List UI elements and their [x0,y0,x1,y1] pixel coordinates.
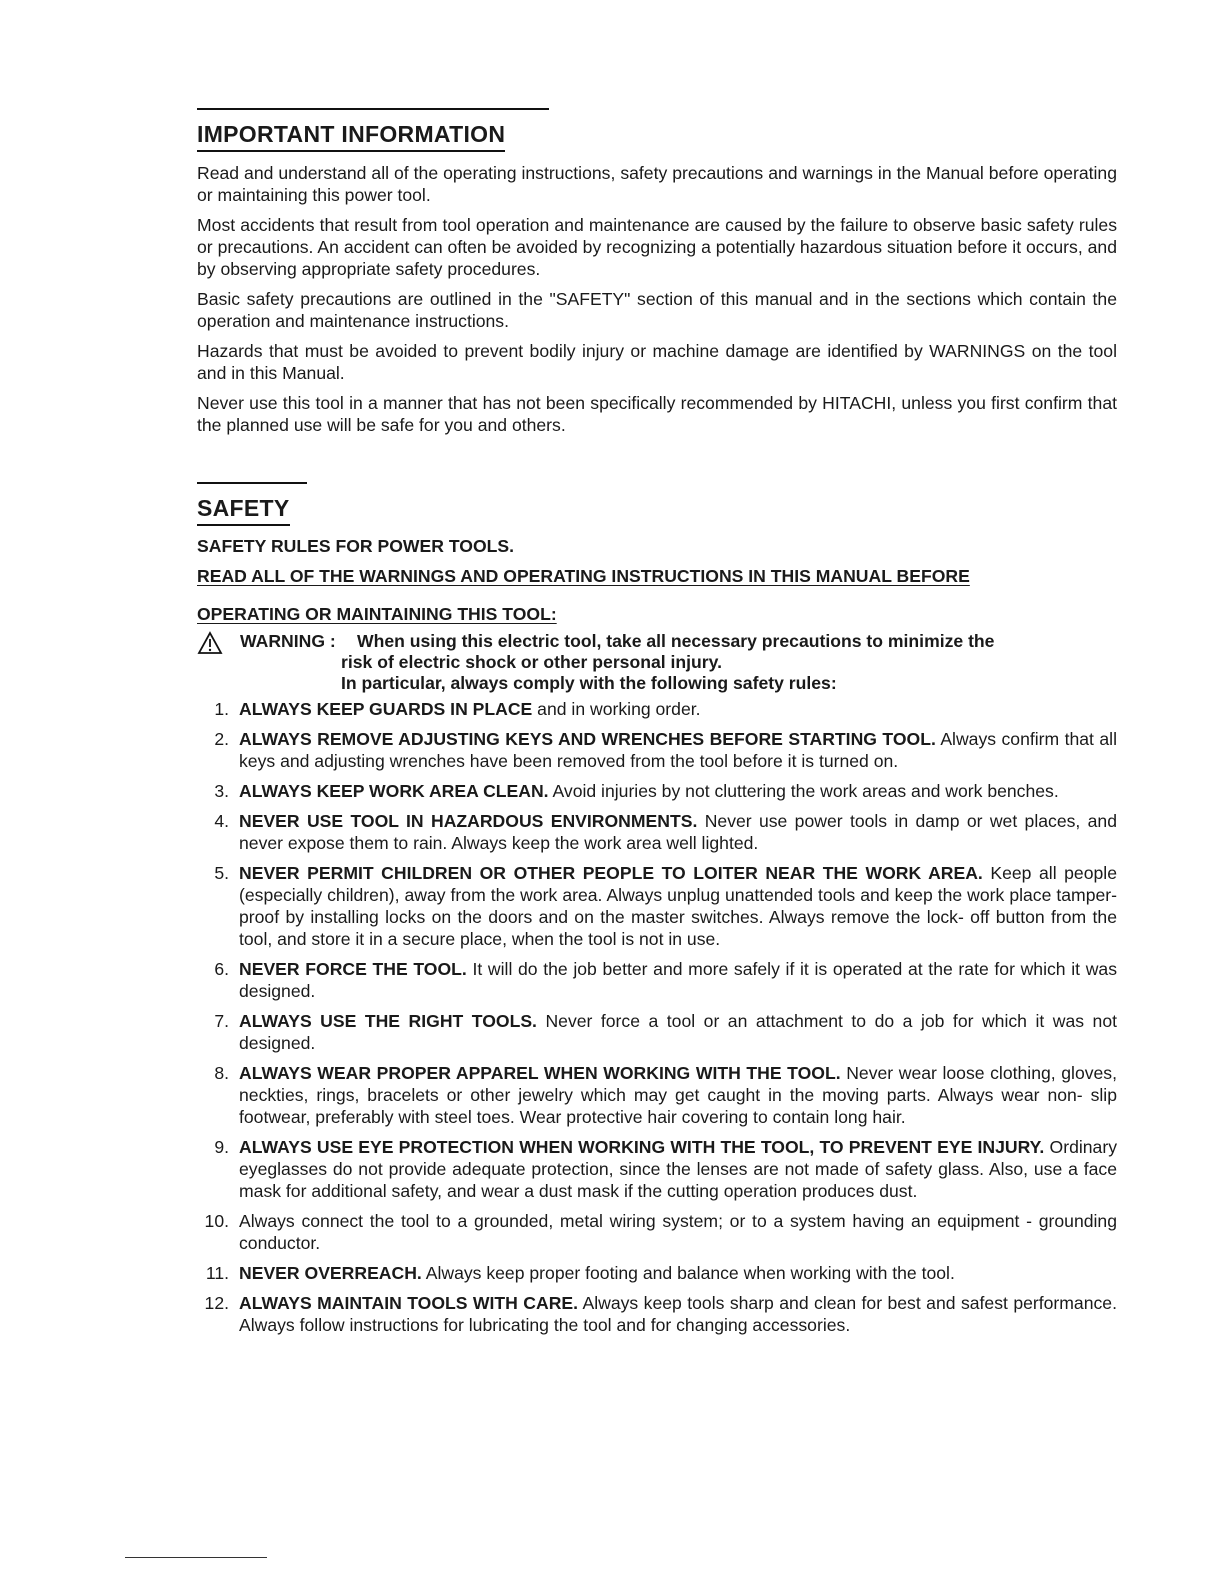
list-item: 3. ALWAYS KEEP WORK AREA CLEAN. Avoid injuries by not cluttering the work areas and work benches. [214,781,1059,801]
safety-rule [197,482,307,484]
list-item: 11. NEVER OVERREACH. Always keep proper footing and balance when working with the tool. [205,1263,955,1283]
manual-page [197,108,1117,1344]
list-item: 12. ALWAYS MAINTAIN TOOLS WITH CARE. Always keep tools sharp and clean for best and safest performance. Always follow instructions for lubricating the tool and for changing accessories. [204,1293,1117,1335]
warning-block [197,631,1117,694]
important-paragraph-5: Never use this tool in a manner that has not been specifically recommended by HITACHI, unless you first confirm that the planned use will be safe for you and others. [197,393,1117,435]
important-rule [197,108,549,110]
safety-rules-title: SAFETY RULES FOR POWER TOOLS. [197,536,515,556]
list-item: 2. ALWAYS REMOVE ADJUSTING KEYS AND WRENCHES BEFORE STARTING TOOL. Always confirm that all keys and adjusting wrenches have been removed from the tool before it is turned on. [214,729,1117,771]
list-item: 10. Always connect the tool to a grounded, metal wiring system; or to a system having an equipment - grounding conductor. [204,1211,1117,1253]
warning-line-3: In particular, always comply with the following safety rules: [341,673,837,693]
safety-rules-list [197,698,1117,1336]
list-item: 4. NEVER USE TOOL IN HAZARDOUS ENVIRONMENTS. Never use power tools in damp or wet places, and never expose them to rain. Always keep the work area well lighted. [214,811,1117,853]
read-warnings-line-1: READ ALL OF THE WARNINGS AND OPERATING INSTRUCTIONS IN THIS MANUAL BEFORE [197,566,970,586]
safety-heading: SAFETY [197,495,290,526]
list-item: 7. ALWAYS USE THE RIGHT TOOLS. Never force a tool or an attachment to do a job for which it was not designed. [214,1011,1117,1053]
list-item: 1. ALWAYS KEEP GUARDS IN PLACE and in working order. [214,699,701,719]
list-item: 6. NEVER FORCE THE TOOL. It will do the job better and more safely if it is operated at the rate for which it was designed. [214,959,1117,1001]
warning-text [341,631,1117,694]
list-item: 8. ALWAYS WEAR PROPER APPAREL WHEN WORKING WITH THE TOOL. Never wear loose clothing, gloves, neckties, rings, bracelets or other jewelry which may get caught in the moving parts. Always wear non- slip footwear, preferably with steel toes. Wear protective hair covering to contain long hair. [214,1063,1117,1127]
warning-triangle-icon [197,631,223,655]
important-paragraph-1: Read and understand all of the operating instructions, safety precautions and warnings in the Manual before operating or maintaining this power tool. [197,163,1117,205]
important-paragraph-4: Hazards that must be avoided to prevent bodily injury or machine damage are identified by WARNINGS on the tool and in this Manual. [197,341,1117,383]
important-heading: IMPORTANT INFORMATION [197,121,505,152]
important-paragraph-2: Most accidents that result from tool operation and maintenance are caused by the failure to observe basic safety rules or precautions. An accident can often be avoided by recognizing a potentially hazardous situation before it occurs, and by observing appropriate safety procedures. [197,215,1117,279]
footnote-rule [125,1557,267,1558]
important-paragraph-3: Basic safety precautions are outlined in the "SAFETY" section of this manual and in the sections which contain the operation and maintenance instructions. [197,289,1117,331]
warning-label: WARNING : [240,631,336,651]
list-item: 9. ALWAYS USE EYE PROTECTION WHEN WORKING WITH THE TOOL, TO PREVENT EYE INJURY. Ordinary eyeglasses do not provide adequate protection, since the lenses are not made of safety glass. Also, use a face mask for additional safety, and wear a dust mask if the cutting operation produces dust. [214,1137,1117,1201]
warning-line-1: When using this electric tool, take all necessary precautions to minimize the [357,631,995,651]
read-warnings-line-2: OPERATING OR MAINTAINING THIS TOOL: [197,604,557,624]
warning-line-2: risk of electric shock or other personal injury. [341,652,722,672]
list-item: 5. NEVER PERMIT CHILDREN OR OTHER PEOPLE TO LOITER NEAR THE WORK AREA. Keep all people (especially children), away from the work area. Always unplug unattended tools and keep the work place tamper- proof by installing locks on the doors and on the master switches. Always remove the lock- off button from the tool, and store it in a secure place, when the tool is not in use. [214,863,1117,949]
